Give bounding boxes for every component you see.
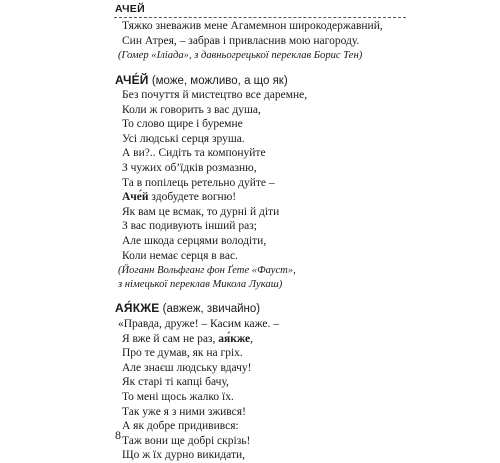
- verse-line: «Правда, друже! – Касим каже. –: [118, 318, 279, 330]
- headword-gloss: (може, можливо, а що як): [148, 75, 288, 87]
- source-line: з німецької переклав Микола Лукаш): [118, 279, 283, 290]
- verse-line-pre: Я вже й сам не раз,: [122, 332, 219, 345]
- quote-source: (Гомер «Іліада», з давньогрецької переклав Борис Тен): [118, 50, 363, 61]
- verse-line: Коли немає серця в вас.: [122, 249, 238, 262]
- highlighted-word: Аче́й: [122, 191, 149, 204]
- verse-line: Син Атрея, – забрав і привласнив мою нагороду.: [122, 34, 360, 47]
- verse-line: Як вам це всмак, то дурні й діти: [122, 205, 280, 218]
- verse-line-highlight: [118, 332, 279, 347]
- verse-line: То мені щось жалко їх.: [122, 390, 234, 403]
- quote-source: [118, 264, 296, 292]
- verse-line: Але знаєш людську вдачу!: [122, 361, 252, 374]
- running-head-rule: [114, 17, 406, 18]
- headword: АЯ́КЖЕ: [115, 301, 160, 315]
- headword: АЧЕ́Й: [115, 73, 149, 87]
- verse-line-post: ,: [250, 332, 253, 345]
- verse-line: Та в попілець ретельно дуйте –: [122, 176, 275, 189]
- verse-line: Але шкода серцями володіти,: [122, 234, 267, 247]
- entry-heading-achei: [115, 73, 288, 87]
- verse-line: Як старі ті капці бачу,: [122, 376, 229, 389]
- quote-faust: [122, 88, 307, 263]
- verse-line: Коли ж говорить з вас душа,: [122, 103, 261, 116]
- quote-kasym: [118, 317, 279, 463]
- highlighted-word: ая́кже: [218, 332, 251, 345]
- headword-gloss: (авжеж, звичайно): [159, 303, 261, 315]
- entry-heading-ayakzhe: [115, 301, 260, 315]
- verse-line: А як добре придивився:: [122, 420, 239, 433]
- source-line: (Йоганн Вольфганг фон Ґете «Фауст»,: [118, 265, 296, 276]
- page-number: 8: [115, 428, 121, 442]
- verse-line: З чужих об’їдків розмазню,: [122, 161, 257, 174]
- verse-line: Так уже я з ними зжився!: [122, 405, 246, 418]
- verse-line-highlight: [122, 190, 307, 205]
- verse-line: Що ж їх дурно викидати,: [122, 449, 246, 462]
- verse-line: Усі людські серця зруша.: [122, 132, 245, 145]
- verse-line: Таж вони ще добрі скрізь!: [122, 434, 251, 447]
- running-head: АЧЕЙ: [115, 3, 145, 15]
- verse-line-rest: здобудете вогню!: [148, 191, 237, 204]
- verse-line: Тяжко зневажив мене Агамемнон широкодержавний,: [122, 20, 383, 32]
- verse-line: Без почуття й мистецтво все даремне,: [122, 89, 308, 101]
- verse-line: А ви?.. Сидіть та компонуйте: [122, 147, 266, 160]
- verse-line: З вас подивують інший раз;: [122, 220, 257, 233]
- quote-iliad: [122, 19, 383, 48]
- verse-line: Про те думав, як на гріх.: [122, 347, 243, 360]
- verse-line: То слово щире і буремне: [122, 118, 243, 131]
